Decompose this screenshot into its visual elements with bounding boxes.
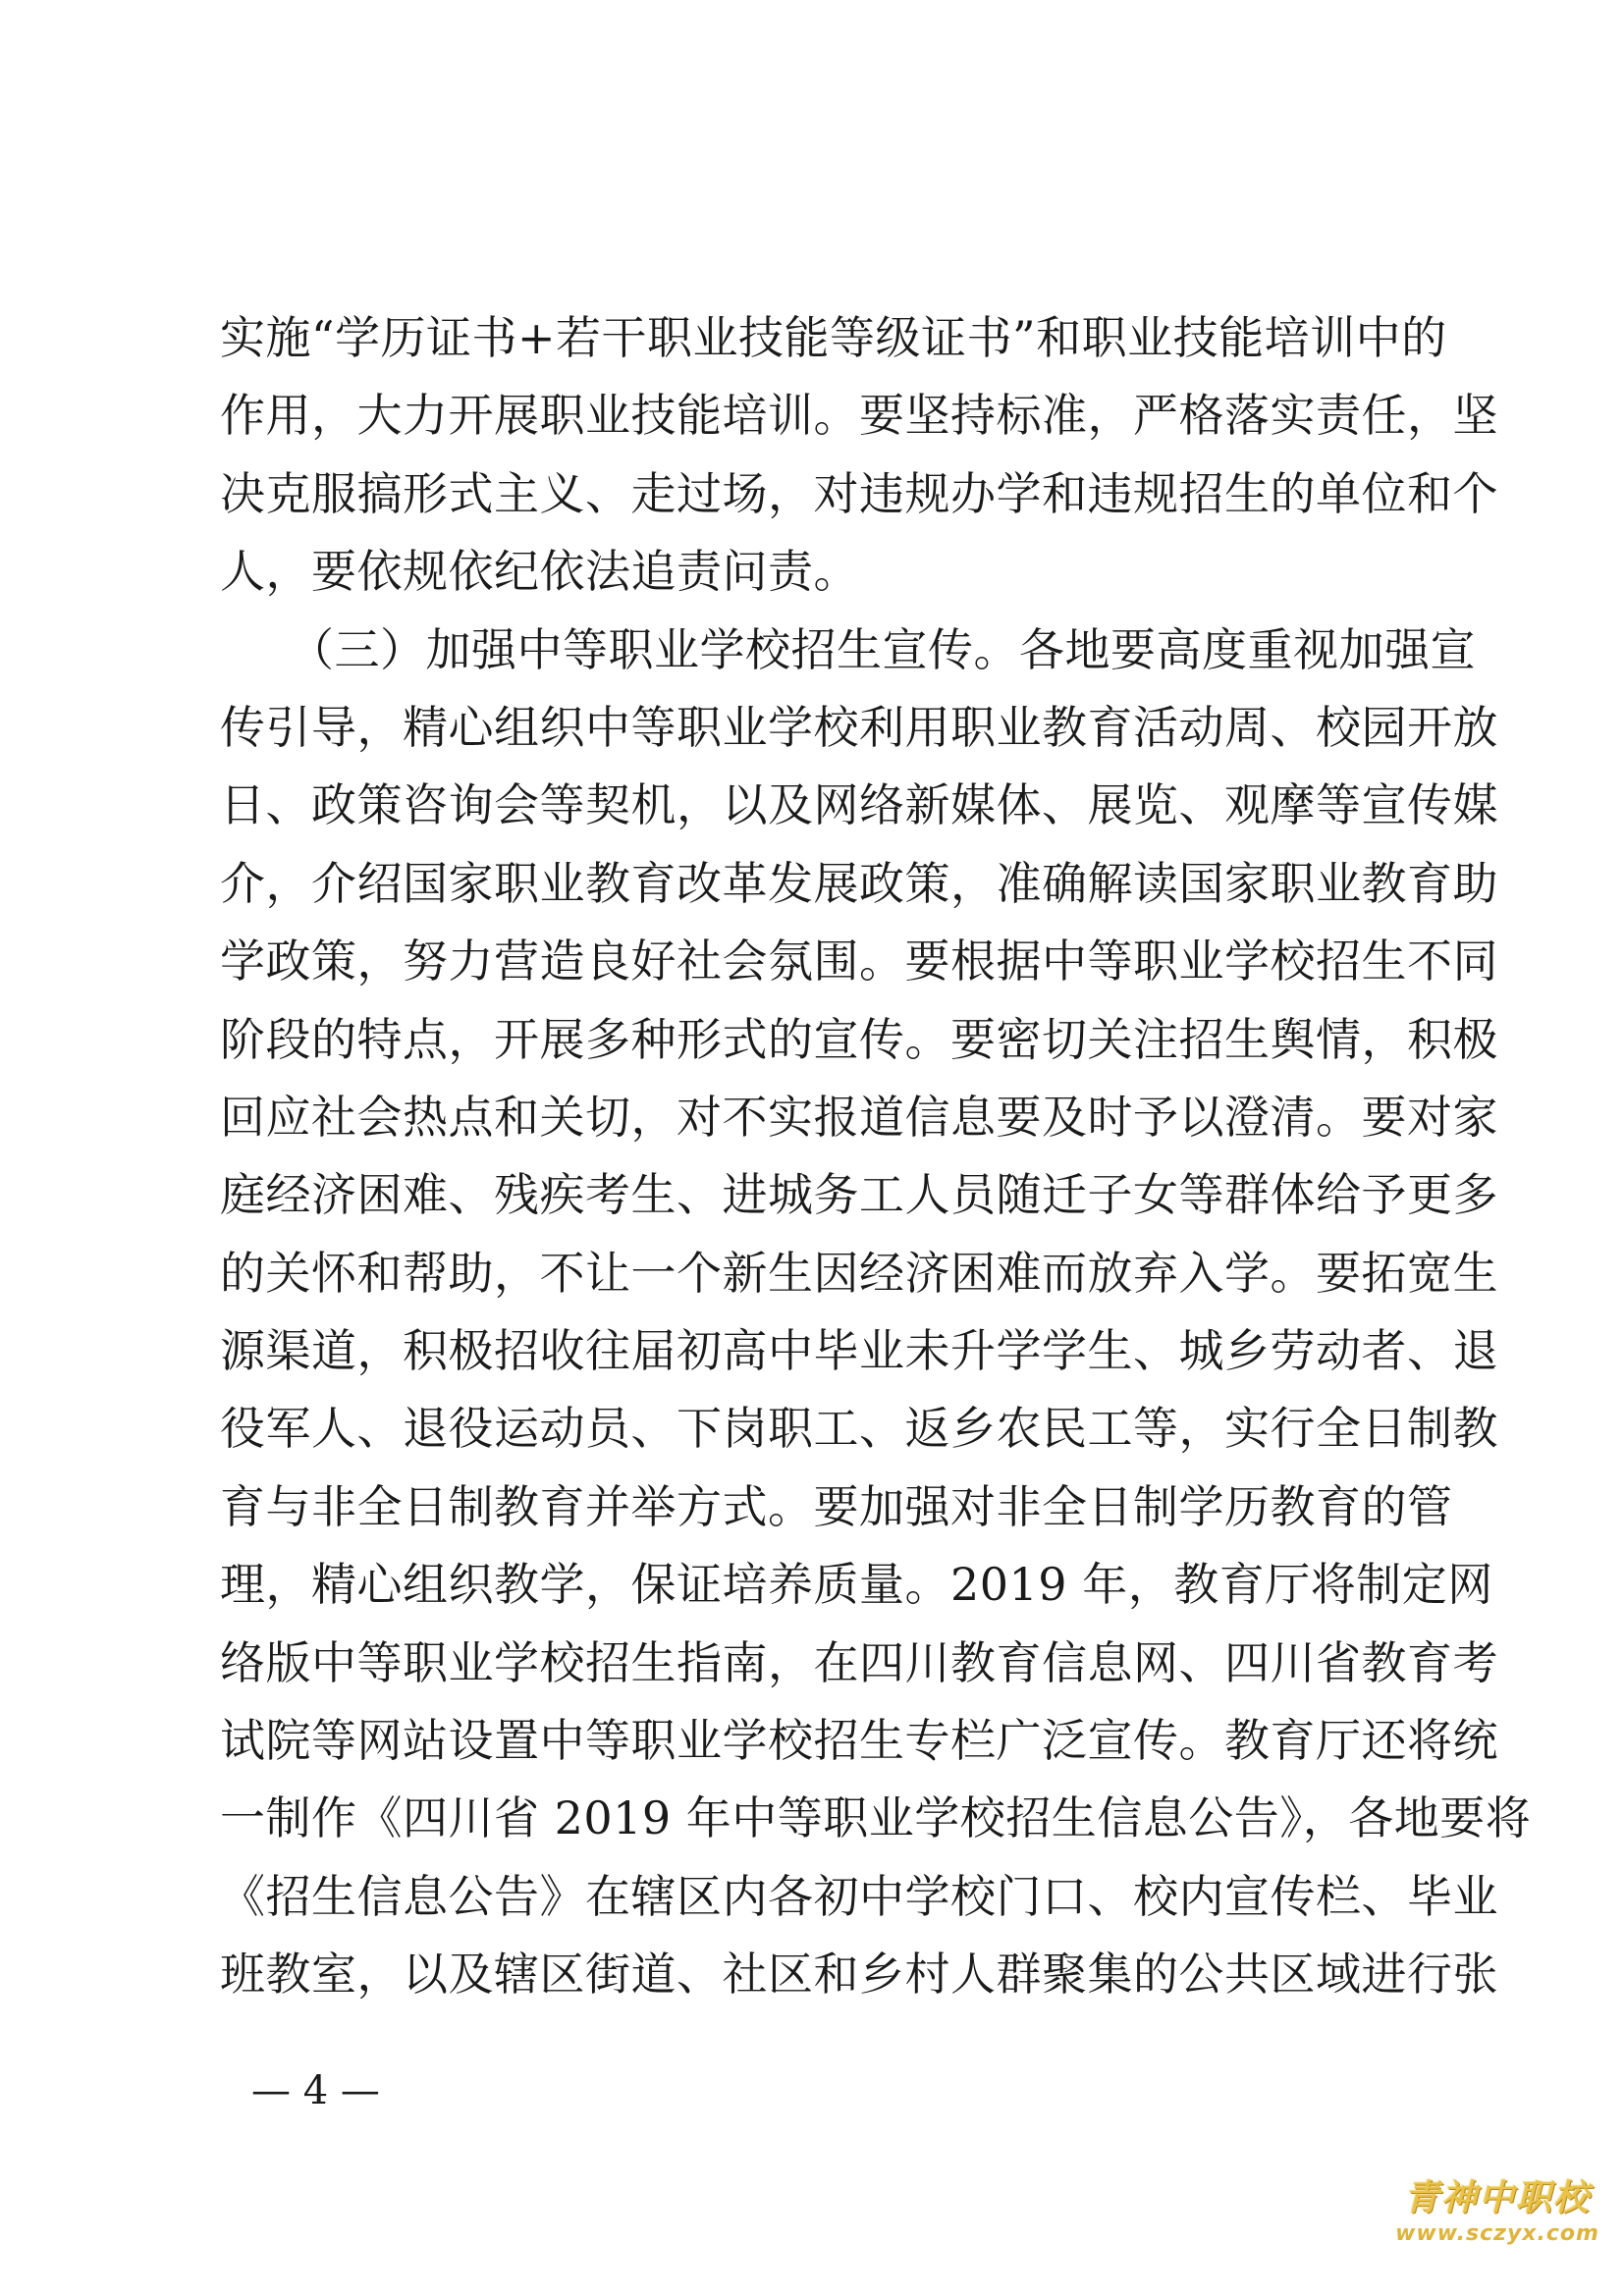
text-line: 理，精心组织教学，保证培养质量。2019 年，教育厅将制定网 (220, 1558, 1493, 1612)
text-line: 育与非全日制教育并举方式。要加强对非全日制学历教育的管 (220, 1479, 1453, 1533)
text-line: 日、政策咨询会等契机，以及网络新媒体、展览、观摩等宣传媒 (220, 778, 1498, 832)
text-line: 《招生信息公告》在辖区内各初中学校门口、校内宣传栏、毕业 (220, 1869, 1498, 1923)
text-line: 的关怀和帮助，不让一个新生因经济困难而放弃入学。要拓宽生 (220, 1246, 1498, 1300)
text-line: 传引导，精心组织中等职业学校利用职业教育活动周、校园开放 (220, 700, 1498, 754)
text-line: 实施“学历证书+若干职业技能等级证书”和职业技能培训中的 (220, 311, 1447, 364)
text-line: 络版中等职业学校招生指南，在四川教育信息网、四川省教育考 (220, 1635, 1498, 1689)
text-line: 人，要依规依纪依法追责问责。 (220, 545, 859, 599)
watermark-url: www.sczyx.com (1395, 2221, 1599, 2246)
text-line: 学政策，努力营造良好社会氛围。要根据中等职业学校招生不同 (220, 934, 1498, 988)
body-text (220, 299, 1532, 2014)
watermark (1394, 2177, 1600, 2248)
text-line: 回应社会热点和关切，对不实报道信息要及时予以澄清。要对家 (220, 1090, 1498, 1144)
text-line: 一制作《四川省 2019 年中等职业学校招生信息公告》，各地要将 (220, 1791, 1532, 1845)
text-line: 班教室，以及辖区街道、社区和乡村人群聚集的公共区域进行张 (220, 1948, 1498, 2002)
text-line: 介，介绍国家职业教育改革发展政策，准确解读国家职业教育助 (220, 856, 1498, 910)
text-line: 阶段的特点，开展多种形式的宣传。要密切关注招生舆情，积极 (220, 1012, 1498, 1066)
text-line: 试院等网站设置中等职业学校招生专栏广泛宣传。教育厅还将统 (220, 1714, 1498, 1768)
text-line: 庭经济困难、残疾考生、进城务工人员随迁子女等群体给予更多 (220, 1168, 1498, 1222)
page-number: — 4 — (251, 2068, 380, 2113)
text-line: 役军人、退役运动员、下岗职工、返乡农民工等，实行全日制教 (220, 1402, 1498, 1456)
text-line: 作用，大力开展职业技能培训。要坚持标准，严格落实责任，坚 (220, 389, 1498, 443)
watermark-logo: 青神中职校 (1403, 2178, 1591, 2218)
text-line: 源渠道，积极招收往届初高中毕业未升学学生、城乡劳动者、退 (220, 1324, 1498, 1378)
text-line: 决克服搞形式主义、走过场，对违规办学和违规招生的单位和个 (220, 466, 1498, 520)
text-line: （三）加强中等职业学校招生宣传。各地要高度重视加强宣 (220, 622, 1476, 676)
